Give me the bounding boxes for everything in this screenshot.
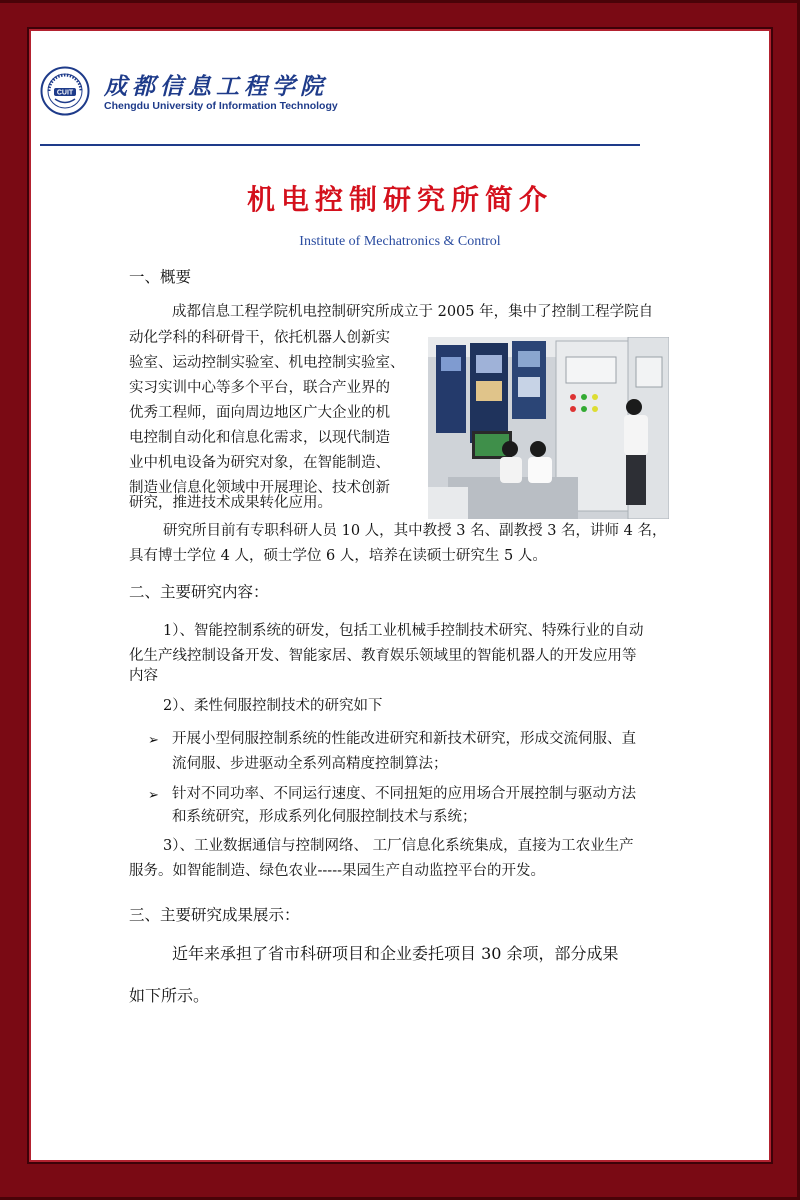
page-subtitle: Institute of Mechatronics & Control — [299, 234, 501, 249]
school-seal-icon — [40, 66, 90, 116]
seal-text: CUIT — [56, 89, 74, 97]
para2-line: 具有博士学位 4 人，硕士学位 6 人，培养在读硕士研究生 5 人。 — [129, 548, 547, 564]
arrow-bullet-icon: ➢ — [148, 733, 159, 748]
para1-line: 验室、运动控制实验室、机电控制实验室、 — [129, 355, 405, 371]
item2-line: 2）、柔性伺服控制技术的研究如下 — [163, 698, 383, 714]
para1-line: 研究，推进技术成果转化应用。 — [129, 495, 332, 511]
para1-line: 动化学科的科研骨干，依托机器人创新实 — [129, 330, 390, 346]
arrow-bullet-icon: ➢ — [148, 788, 159, 803]
para1-line: 优秀工程师，面向周边地区广大企业的机 — [129, 405, 390, 421]
school-header — [40, 66, 670, 146]
para1-line: 实习实训中心等多个平台，联合产业界的 — [129, 380, 390, 396]
header-divider — [40, 144, 640, 146]
para1-line: 电控制自动化和信息化需求，以现代制造 — [129, 430, 390, 446]
section3-line: 如下所示。 — [129, 986, 210, 1005]
lab-photo-illustration — [428, 337, 669, 519]
item3-line: 3）、工业数据通信与控制网络、 工厂信息化系统集成，直接为工农业生产 — [163, 838, 634, 854]
para1-line: 制造业信息化领域中开展理论、技术创新 — [129, 480, 390, 496]
section3-line: 近年来承担了省市科研项目和企业委托项目 30 余项，部分成果 — [172, 944, 619, 963]
para1-line: 成都信息工程学院机电控制研究所成立于 2005 年，集中了控制工程学院自 — [172, 304, 654, 320]
item1-line: 内容 — [129, 668, 158, 684]
item1-line: 1）、智能控制系统的研发，包括工业机械手控制技术研究、特殊行业的自动 — [163, 623, 644, 639]
item1-line: 化生产线控制设备开发、智能家居、教育娱乐领域里的智能机器人的开发应用等 — [129, 648, 637, 664]
lab-photo — [428, 337, 669, 519]
bullet2-line: 和系统研究，形成系列化伺服控制技术与系统； — [172, 809, 477, 825]
bullet2-line: 针对不同功率、不同运行速度、不同扭矩的应用场合开展控制与驱动方法 — [172, 786, 636, 802]
section1-heading: 一、概要 — [129, 268, 192, 286]
section2-heading: 二、主要研究内容： — [129, 583, 269, 601]
school-name-cn: 成都信息工程学院 — [104, 73, 328, 100]
page-title: 机电控制研究所简介 — [246, 183, 553, 216]
section3-heading: 三、主要研究成果展示： — [129, 906, 300, 924]
bullet1-line: 开展小型伺服控制系统的性能改进研究和新技术研究，形成交流伺服、直 — [172, 731, 636, 747]
school-name-en: Chengdu University of Information Technology — [104, 100, 338, 112]
para2-line: 研究所目前有专职科研人员 10 人，其中教授 3 名、副教授 3 名，讲师 4 名， — [163, 523, 667, 539]
para1-line: 业中机电设备为研究对象，在智能制造、 — [129, 455, 390, 471]
bullet1-line: 流伺服、步进驱动全系列高精度控制算法； — [172, 756, 448, 772]
item3-line: 服务。如智能制造、绿色农业-----果园生产自动监控平台的开发。 — [129, 863, 545, 879]
